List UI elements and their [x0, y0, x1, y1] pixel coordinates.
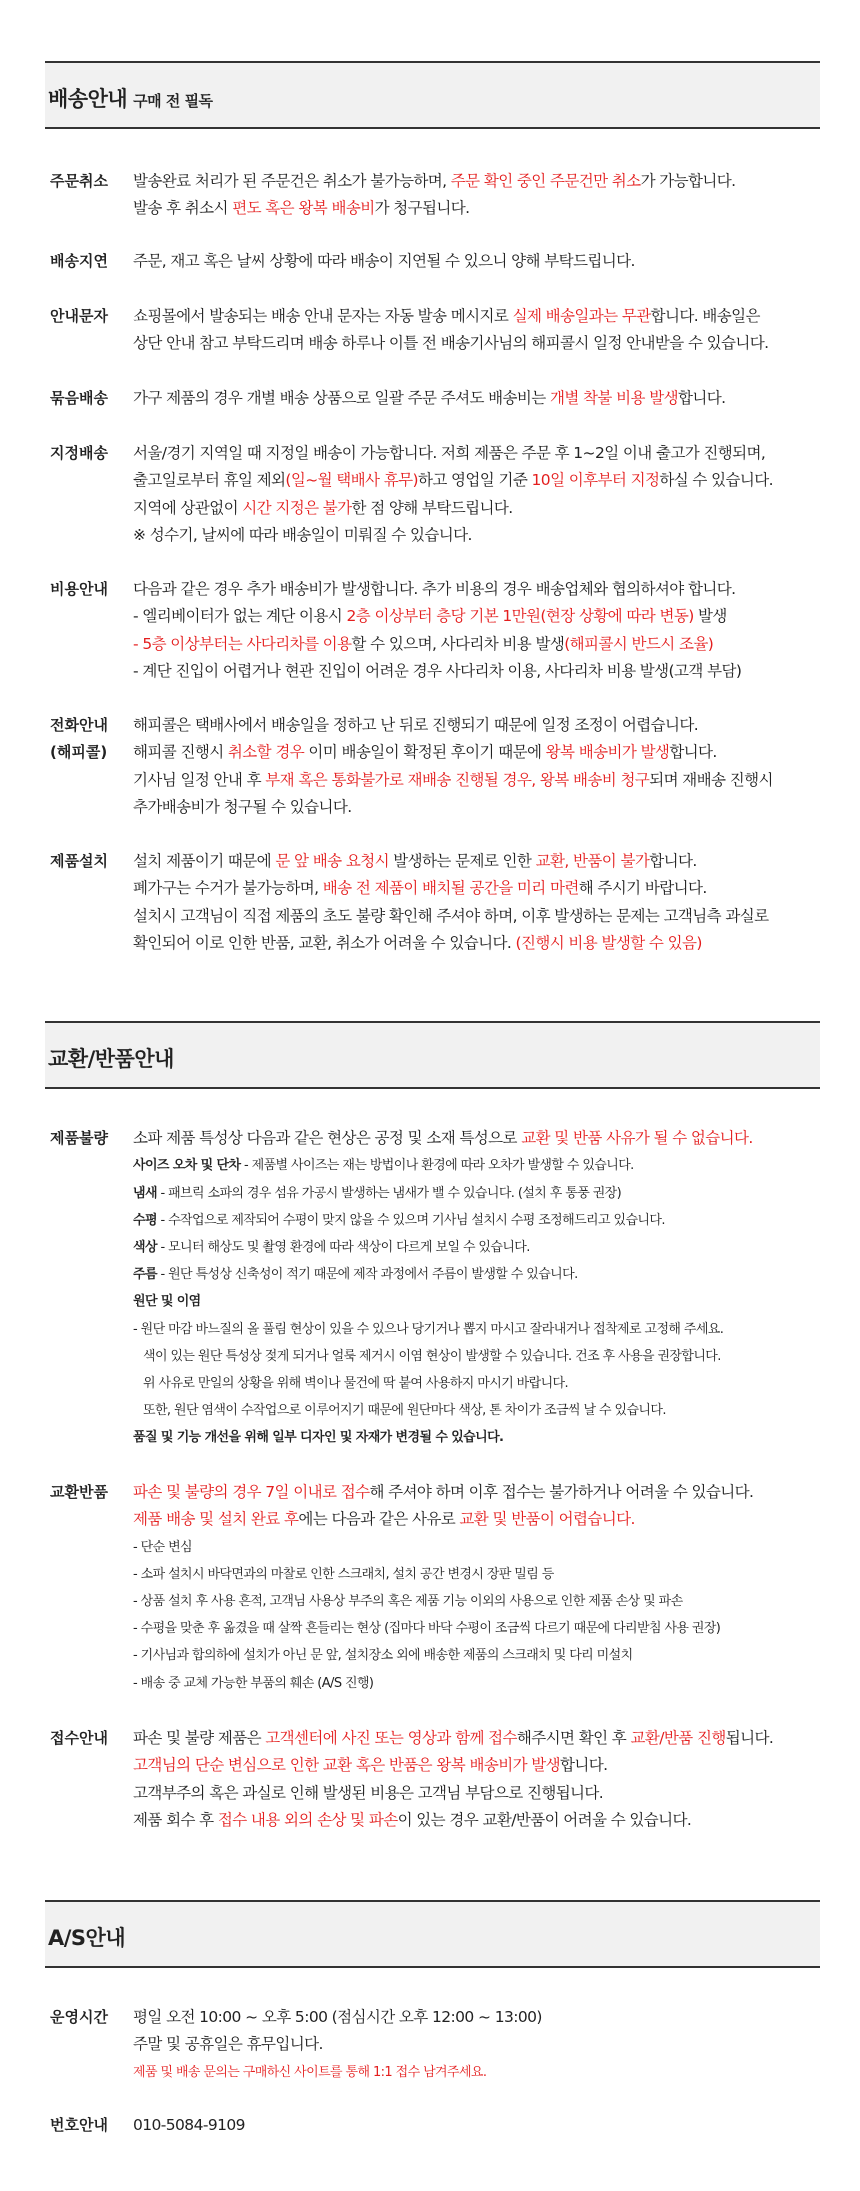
- text-line: [133, 1642, 833, 1669]
- item-label-text: 비용안내: [50, 580, 108, 598]
- text-segment: 에는 다음과 같은 사유로: [298, 1510, 460, 1529]
- text-line: [133, 1534, 833, 1561]
- text-segment: ※ 성수기, 날씨에 따라 배송일이 미뤄질 수 있습니다.: [133, 525, 472, 544]
- returns-header: [45, 1021, 820, 1089]
- text-segment: 하고 영업일 기준: [417, 471, 532, 490]
- text-line: [133, 1207, 833, 1234]
- receipt-label: 접수안내: [50, 1729, 108, 1747]
- text-segment: 평일 오전 10:00 ~ 오후 5:00 (점심시간 오후 12:00 ~ 13:00): [133, 2008, 542, 2026]
- highlight-text: 실제 배송일과는 무관: [512, 307, 651, 325]
- highlight-text: 10일 이후부터 지정: [531, 471, 660, 490]
- text-line: [133, 1343, 833, 1370]
- text-line: [133, 495, 833, 522]
- shipping-label: [50, 168, 108, 195]
- text-segment: 쇼핑몰에서 발송되는 배송 안내 문자는 자동 발송 메시지로: [133, 307, 513, 325]
- text-segment: 또한, 원단 염색이 수작업으로 이루어지기 때문에 원단마다 색상, 톤 차이가 조금씩 날 수 있습니다.: [143, 1403, 666, 1419]
- text-line: [133, 1152, 833, 1179]
- text-line: [133, 168, 833, 195]
- highlight-text: 부재 혹은 통화불가로 재배송 진행될 경우, 왕복 배송비 청구: [265, 770, 650, 789]
- highlight-text: 시간 지정은 불가: [242, 498, 352, 517]
- text-line: [133, 903, 833, 930]
- text-line: [133, 1288, 833, 1315]
- text-segment: 추가배송비가 청구될 수 있습니다.: [133, 797, 352, 816]
- shipping-label: [50, 712, 108, 766]
- text-segment: 해 주셔야 하며 이후 접수는 불가하거나 어려울 수 있습니다.: [369, 1483, 754, 1501]
- text-segment: 폐가구는 수거가 불가능하며,: [133, 879, 323, 898]
- text-line: [133, 1506, 833, 1533]
- text-segment: 합니다. 배송일은: [650, 307, 760, 325]
- text-segment: 하실 수 있습니다.: [659, 471, 773, 490]
- text-segment: 주말 및 공휴일은 휴무입니다.: [133, 2035, 323, 2054]
- text-line: [133, 1588, 833, 1615]
- text-line: [133, 1479, 833, 1506]
- shipping-label: [50, 848, 108, 875]
- text-segment: 발송완료 처리가 된 주문건은 취소가 불가능하며,: [133, 172, 451, 190]
- text-segment: 가구 제품의 경우 개별 배송 상품으로 일괄 주문 주셔도 배송비는: [133, 389, 550, 407]
- text-segment: 이미 배송일이 확정된 후이기 때문에: [304, 743, 546, 762]
- text-line: [133, 1397, 833, 1424]
- highlight-text: 주문 확인 중인 주문건만 취소: [450, 172, 641, 190]
- text-segment: 합니다.: [677, 389, 726, 407]
- text-segment: 가 가능합니다.: [640, 172, 736, 190]
- text-line: [133, 1316, 833, 1343]
- highlight-text: 접수 내용 외의 손상 및 파손: [217, 1810, 398, 1829]
- highlight-text: 교환/반품 진행: [630, 1729, 726, 1747]
- shipping-header: [45, 61, 820, 129]
- shipping-label: [50, 385, 108, 412]
- shipping-label: [50, 440, 108, 467]
- as-title: A/S안내: [48, 1926, 126, 1950]
- exchange-body: [133, 1479, 833, 1697]
- item-label-text: 묶음배송: [50, 389, 108, 407]
- bold-text: 사이즈 오차 및 단차: [133, 1158, 241, 1174]
- text-segment: 위 사유로 만일의 상황을 위해 벽이나 물건에 딱 붙여 사용하지 마시기 바랍니다.: [143, 1375, 569, 1391]
- text-segment: 합니다.: [649, 852, 697, 870]
- text-segment: 상단 안내 참고 부탁드리며 배송 하루나 이틀 전 배송기사님의 해피콜시 일정 안내받을 수 있습니다.: [133, 334, 769, 353]
- text-segment: - 엘리베이터가 없는 계단 이용시: [133, 607, 347, 626]
- shipping-body: [133, 385, 833, 412]
- text-line: [133, 875, 833, 902]
- text-line: [133, 303, 833, 330]
- item-label-text: 주문취소: [50, 172, 108, 190]
- text-line: [133, 739, 833, 766]
- highlight-text: - 5층 이상부터는 사다리차를 이용: [133, 634, 352, 653]
- text-line: [133, 1424, 833, 1451]
- highlight-text: 제품 및 배송 문의는 구매하신 사이트를 통해 1:1 접수 남겨주세요.: [133, 2064, 487, 2080]
- text-segment: 기사님 일정 안내 후: [133, 770, 266, 789]
- text-segment: 확인되어 이로 인한 반품, 교환, 취소가 어려울 수 있습니다.: [133, 933, 516, 952]
- text-line: [133, 631, 833, 658]
- text-line: [133, 930, 833, 957]
- phone-number: 010-5084-9109: [133, 2116, 245, 2134]
- shipping-body: [133, 168, 833, 223]
- text-line: [133, 712, 833, 739]
- text-segment: 할 수 있으며, 사다리차 비용 발생: [351, 634, 565, 653]
- text-line: [133, 1125, 833, 1152]
- text-segment: 해주시면 확인 후: [516, 1729, 631, 1747]
- text-line: [133, 1370, 833, 1397]
- bold-text: 수평: [133, 1212, 157, 1228]
- text-segment: 해피콜은 택배사에서 배송일을 정하고 난 뒤로 진행되기 때문에 일정 조정이 어렵습니다.: [133, 716, 699, 734]
- text-segment: 합니다.: [560, 1756, 608, 1775]
- text-segment: - 원단 특성상 신축성이 적기 때문에 제작 과정에서 주름이 발생할 수 있습니다.: [156, 1267, 578, 1283]
- text-line: [133, 794, 833, 821]
- hours-label: 운영시간: [50, 2008, 108, 2026]
- bold-text: 품질 및 기능 개선을 위해 일부 디자인 및 자재가 변경될 수 있습니다.: [133, 1430, 504, 1446]
- text-segment: - 단순 변심: [133, 1539, 192, 1555]
- text-line: [133, 2004, 833, 2031]
- shipping-body: [133, 712, 833, 821]
- text-line: [133, 1615, 833, 1642]
- hours-body: [133, 2004, 833, 2086]
- text-segment: - 상품 설치 후 사용 흔적, 고객님 사용상 부주의 혹은 제품 기능 이외의 사용으로 인한 제품 손상 및 파손: [133, 1594, 683, 1609]
- highlight-text: 개별 착불 비용 발생: [549, 389, 678, 407]
- text-segment: 다음과 같은 경우 추가 배송비가 발생합니다. 추가 비용의 경우 배송업체와 협의하셔야 합니다.: [133, 580, 736, 598]
- shipping-label: [50, 248, 108, 275]
- bold-text: 냄새: [133, 1185, 157, 1201]
- highlight-text: 편도 혹은 왕복 배송비: [232, 199, 375, 218]
- text-line: [133, 767, 833, 794]
- text-segment: 파손 및 불량 제품은: [133, 1729, 266, 1747]
- text-line: [133, 1180, 833, 1207]
- text-line: [133, 2059, 833, 2086]
- text-segment: 고객부주의 혹은 과실로 인해 발생된 비용은 고객님 부담으로 진행됩니다.: [133, 1783, 604, 1802]
- item-label-text: 전화안내: [50, 716, 108, 734]
- bold-text: 색상: [133, 1239, 157, 1255]
- shipping-label: [50, 303, 108, 330]
- highlight-text: 고객센터에 사진 또는 영상과 함께 접수: [265, 1729, 517, 1747]
- bold-text: 주름: [133, 1267, 157, 1283]
- text-segment: - 원단 마감 바느질의 올 풀림 현상이 있을 수 있으나 당기거나 뽑지 마시고 잘라내거나 접착제로 고정해 주세요.: [133, 1321, 724, 1337]
- text-line: [133, 385, 833, 412]
- phone-label: 번호안내: [50, 2116, 108, 2134]
- text-segment: 이 있는 경우 교환/반품이 어려울 수 있습니다.: [397, 1810, 692, 1829]
- item-label-text-2: (해피콜): [50, 743, 108, 761]
- shipping-label: [50, 576, 108, 603]
- defect-body: [133, 1125, 833, 1452]
- text-segment: - 수작업으로 제작되어 수평이 맞지 않을 수 있으며 기사님 설치시 수평 조정해드리고 있습니다.: [156, 1212, 665, 1228]
- highlight-text: 문 앞 배송 요청시: [275, 852, 389, 870]
- text-line: [133, 1752, 833, 1779]
- item-label-text: 지정배송: [50, 444, 108, 462]
- text-segment: 한 점 양해 부탁드립니다.: [351, 498, 513, 517]
- text-line: [133, 467, 833, 494]
- shipping-body: [133, 248, 833, 275]
- highlight-text: 교환 및 반품이 어렵습니다.: [459, 1510, 635, 1529]
- text-segment: - 수평을 맞춘 후 옮겼을 때 살짝 흔들리는 현상 (집마다 바닥 수평이 조금씩 다르기 때문에 다리받침 사용 권장): [133, 1621, 721, 1637]
- text-segment: 가 청구됩니다.: [374, 199, 470, 218]
- highlight-text: (진행시 비용 발생할 수 있음): [515, 933, 702, 952]
- defect-label: 제품불량: [50, 1129, 108, 1147]
- text-segment: - 배송 중 교체 가능한 부품의 훼손 (A/S 진행): [133, 1675, 374, 1691]
- item-label-text: 안내문자: [50, 307, 108, 325]
- text-segment: 소파 제품 특성상 다음과 같은 현상은 공정 및 소재 특성으로: [133, 1129, 522, 1147]
- as-header: [45, 1900, 820, 1968]
- text-segment: - 소파 설치시 바닥면과의 마찰로 인한 스크래치, 설치 공간 변경시 장판 밀림 등: [133, 1566, 554, 1582]
- text-segment: 설치 제품이기 때문에: [133, 852, 276, 870]
- text-line: [133, 603, 833, 630]
- shipping-body: [133, 848, 833, 957]
- text-segment: 됩니다.: [725, 1729, 774, 1747]
- highlight-text: 배송 전 제품이 배치될 공간을 미리 마련: [322, 879, 579, 898]
- text-line: [133, 1670, 833, 1697]
- item-label-text: 배송지연: [50, 252, 108, 270]
- text-line: [133, 330, 833, 357]
- highlight-text: 취소할 경우: [227, 743, 305, 762]
- highlight-text: 파손 및 불량의 경우 7일 이내로 접수: [133, 1483, 370, 1501]
- text-segment: - 계단 진입이 어렵거나 현관 진입이 어려운 경우 사다리차 이용, 사다리차 비용 발생(고객 부담): [133, 661, 742, 680]
- text-segment: - 패브릭 소파의 경우 섬유 가공시 발생하는 냄새가 밸 수 있습니다. (설치 후 통풍 권장): [156, 1185, 622, 1201]
- text-segment: 설치시 고객님이 직접 제품의 초도 불량 확인해 주셔야 하며, 이후 발생하는 문제는 고객님측 과실로: [133, 906, 769, 925]
- shipping-body: [133, 576, 833, 685]
- shipping-body: [133, 440, 833, 549]
- text-segment: 해피콜 진행시: [133, 743, 228, 762]
- text-segment: 발생: [693, 607, 727, 626]
- text-segment: 발송 후 취소시: [133, 199, 233, 218]
- text-line: [133, 195, 833, 222]
- text-segment: 해 주시기 바랍니다.: [578, 879, 707, 898]
- highlight-text: 고객님의 단순 변심으로 인한 교환 혹은 반품은 왕복 배송비가 발생: [133, 1756, 561, 1775]
- returns-title: 교환/반품안내: [48, 1047, 174, 1071]
- text-line: [133, 248, 833, 275]
- text-segment: 서울/경기 지역일 때 지정일 배송이 가능합니다. 저희 제품은 주문 후 1~2일 이내 출고가 진행되며,: [133, 444, 766, 462]
- text-line: [133, 1561, 833, 1588]
- text-segment: - 기사님과 합의하에 설치가 아닌 문 앞, 설치장소 외에 배송한 제품의 스크래치 및 다리 미설치: [133, 1648, 633, 1664]
- highlight-text: 제품 배송 및 설치 완료 후: [133, 1510, 299, 1529]
- highlight-text: 교환, 반품이 불가: [535, 852, 650, 870]
- highlight-text: (일~월 택배사 휴무): [285, 471, 418, 490]
- text-line: [133, 1807, 833, 1834]
- text-segment: 되며 재배송 진행시: [649, 770, 773, 789]
- highlight-text: (해피콜시 반드시 조율): [564, 634, 714, 653]
- text-line: [133, 658, 833, 685]
- exchange-label: 교환반품: [50, 1483, 108, 1501]
- highlight-text: 교환 및 반품 사유가 될 수 없습니다.: [521, 1129, 753, 1147]
- text-line: [133, 848, 833, 875]
- text-segment: 발생하는 문제로 인한: [388, 852, 536, 870]
- text-line: [133, 440, 833, 467]
- item-label-text: 제품설치: [50, 852, 108, 870]
- text-line: [133, 522, 833, 549]
- text-segment: - 제품별 사이즈는 재는 방법이나 환경에 따라 오차가 발생할 수 있습니다.: [240, 1158, 634, 1174]
- receipt-body: [133, 1725, 833, 1834]
- text-segment: 주문, 재고 혹은 날씨 상황에 따라 배송이 지연될 수 있으니 양해 부탁드립니다.: [133, 252, 635, 270]
- text-segment: 합니다.: [669, 743, 717, 762]
- text-line: [133, 1234, 833, 1261]
- text-line: [133, 1780, 833, 1807]
- text-line: [133, 1261, 833, 1288]
- text-line: [133, 1725, 833, 1752]
- highlight-text: 왕복 배송비가 발생: [545, 743, 670, 762]
- bold-text: 원단 및 이염: [133, 1294, 201, 1310]
- shipping-title: 배송안내: [48, 87, 128, 111]
- shipping-subtitle: 구매 전 필독: [133, 92, 213, 110]
- text-line: [133, 576, 833, 603]
- shipping-body: [133, 303, 833, 358]
- text-segment: 색이 있는 원단 특성상 젖게 되거나 얼룩 제거시 이염 현상이 발생할 수 있습니다. 건조 후 사용을 권장합니다.: [143, 1348, 721, 1364]
- highlight-text: 2층 이상부터 층당 기본 1만원(현장 상황에 따라 변동): [346, 607, 694, 626]
- text-line: [133, 2031, 833, 2058]
- text-segment: 지역에 상관없이: [133, 498, 243, 517]
- text-segment: - 모니터 해상도 및 촬영 환경에 따라 색상이 다르게 보일 수 있습니다.: [156, 1239, 530, 1255]
- text-segment: 출고일로부터 휴일 제외: [133, 471, 286, 490]
- text-segment: 제품 회수 후: [133, 1810, 218, 1829]
